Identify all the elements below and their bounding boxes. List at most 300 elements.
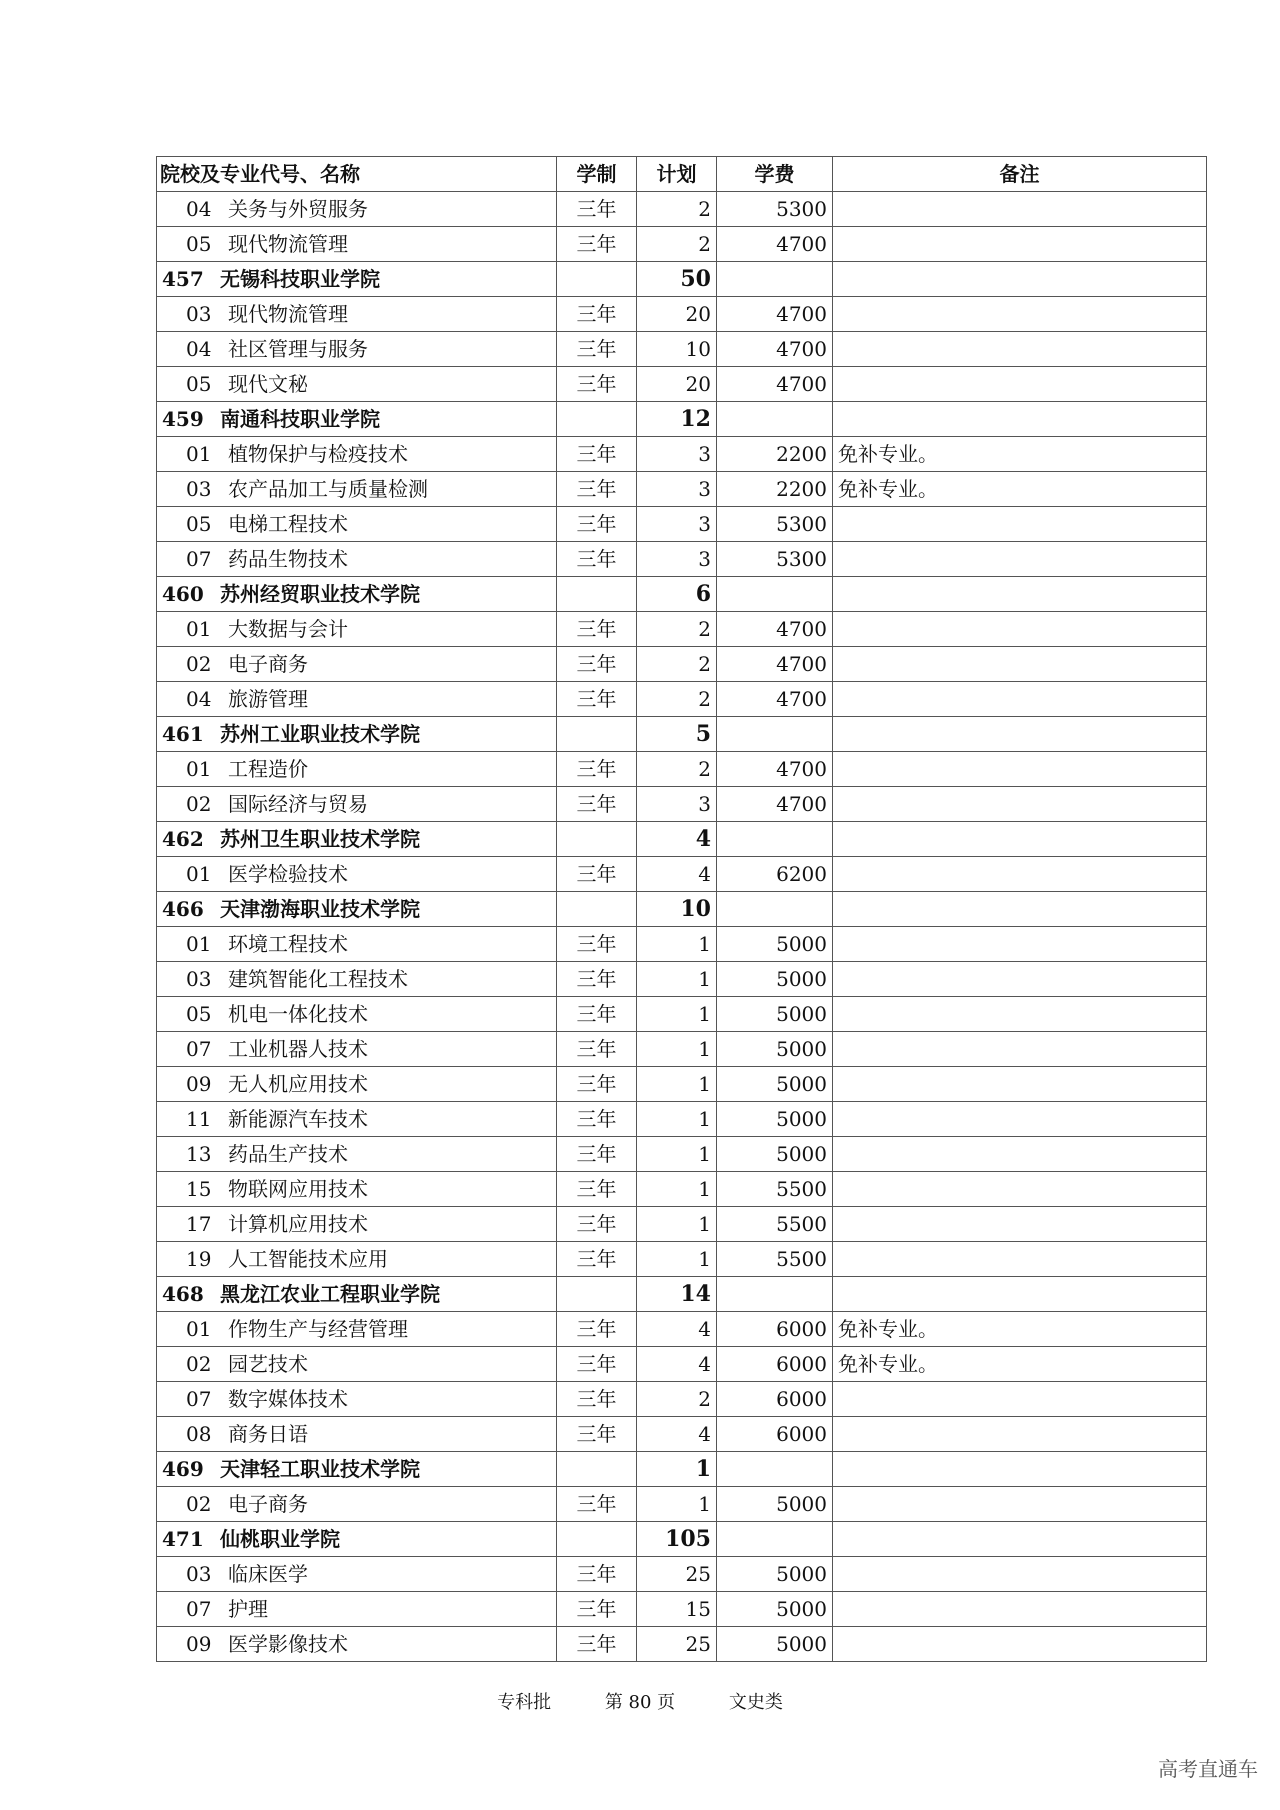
- major-row: [157, 1627, 1207, 1662]
- major-name: 旅游管理: [228, 687, 308, 711]
- duration-cell: 三年: [557, 997, 637, 1032]
- fee-cell: 5000: [717, 1067, 833, 1102]
- plan-cell: 25: [637, 1557, 717, 1592]
- duration-cell: 三年: [557, 332, 637, 367]
- fee-cell: 5500: [717, 1207, 833, 1242]
- major-row: [157, 1242, 1207, 1277]
- name-cell: [157, 1137, 557, 1172]
- fee-cell: 5000: [717, 1627, 833, 1662]
- fee-cell: 4700: [717, 682, 833, 717]
- major-code: 09: [186, 1632, 212, 1656]
- name-cell: [157, 402, 557, 437]
- plan-cell: 1: [637, 1102, 717, 1137]
- duration-cell: 三年: [557, 1067, 637, 1102]
- major-row: [157, 472, 1207, 507]
- note-cell: [833, 1172, 1207, 1207]
- school-row: [157, 892, 1207, 927]
- note-cell: [833, 1067, 1207, 1102]
- school-name: 苏州卫生职业技术学院: [220, 827, 420, 851]
- plan-cell: 1: [637, 997, 717, 1032]
- plan-cell: 1: [637, 1487, 717, 1522]
- plan-cell: 4: [637, 857, 717, 892]
- note-cell: [833, 1207, 1207, 1242]
- school-row: [157, 1277, 1207, 1312]
- duration-cell: [557, 402, 637, 437]
- fee-cell: 5000: [717, 997, 833, 1032]
- table-header-row: [157, 157, 1207, 192]
- footer-batch: 专科批: [497, 1692, 552, 1713]
- header-duration: 学制: [557, 157, 637, 192]
- major-row: [157, 227, 1207, 262]
- school-name: 无锡科技职业学院: [220, 267, 380, 291]
- fee-cell: 4700: [717, 297, 833, 332]
- name-cell: [157, 647, 557, 682]
- major-name: 药品生物技术: [228, 547, 348, 571]
- fee-cell: 5000: [717, 1102, 833, 1137]
- major-row: [157, 752, 1207, 787]
- name-cell: [157, 1067, 557, 1102]
- plan-cell: 1: [637, 962, 717, 997]
- major-name: 建筑智能化工程技术: [228, 967, 408, 991]
- major-row: [157, 1067, 1207, 1102]
- fee-cell: 4700: [717, 787, 833, 822]
- major-row: [157, 542, 1207, 577]
- note-cell: [833, 1242, 1207, 1277]
- plan-cell: 2: [637, 1382, 717, 1417]
- name-cell: [157, 717, 557, 752]
- fee-cell: 5000: [717, 1557, 833, 1592]
- name-cell: [157, 1487, 557, 1522]
- major-name: 工业机器人技术: [228, 1037, 368, 1061]
- plan-cell: 2: [637, 752, 717, 787]
- major-code: 01: [186, 757, 212, 781]
- major-row: [157, 787, 1207, 822]
- duration-cell: 三年: [557, 787, 637, 822]
- plan-cell: 2: [637, 192, 717, 227]
- header-name: 院校及专业代号、名称: [157, 157, 557, 192]
- note-cell: [833, 1102, 1207, 1137]
- fee-cell: 5000: [717, 1137, 833, 1172]
- major-code: 07: [186, 1597, 212, 1621]
- plan-cell: 3: [637, 507, 717, 542]
- name-cell: [157, 822, 557, 857]
- name-cell: [157, 612, 557, 647]
- duration-cell: 三年: [557, 367, 637, 402]
- duration-cell: [557, 1277, 637, 1312]
- major-row: [157, 1207, 1207, 1242]
- duration-cell: 三年: [557, 1102, 637, 1137]
- fee-cell: 5300: [717, 192, 833, 227]
- plan-cell: 4: [637, 1312, 717, 1347]
- fee-cell: 6000: [717, 1417, 833, 1452]
- duration-cell: 三年: [557, 1172, 637, 1207]
- fee-cell: 5000: [717, 962, 833, 997]
- school-code: 471: [162, 1527, 204, 1551]
- note-cell: [833, 1417, 1207, 1452]
- note-cell: [833, 752, 1207, 787]
- major-code: 01: [186, 442, 212, 466]
- name-cell: [157, 1312, 557, 1347]
- major-name: 药品生产技术: [228, 1142, 348, 1166]
- plan-cell: 2: [637, 612, 717, 647]
- fee-cell: 5300: [717, 542, 833, 577]
- major-code: 15: [186, 1177, 212, 1201]
- plan-cell: 20: [637, 297, 717, 332]
- major-code: 01: [186, 862, 212, 886]
- duration-cell: 三年: [557, 1207, 637, 1242]
- school-code: 459: [162, 407, 204, 431]
- major-code: 01: [186, 617, 212, 641]
- name-cell: [157, 962, 557, 997]
- school-row: [157, 822, 1207, 857]
- plan-cell: 20: [637, 367, 717, 402]
- note-cell: [833, 507, 1207, 542]
- school-row: [157, 1452, 1207, 1487]
- major-name: 人工智能技术应用: [228, 1247, 388, 1271]
- major-name: 现代文秘: [228, 372, 308, 396]
- duration-cell: [557, 822, 637, 857]
- plan-cell: 6: [637, 577, 717, 612]
- duration-cell: 三年: [557, 682, 637, 717]
- major-name: 数字媒体技术: [228, 1387, 348, 1411]
- table-body: [157, 192, 1207, 1662]
- plan-cell: 3: [637, 787, 717, 822]
- plan-cell: 3: [637, 437, 717, 472]
- major-name: 植物保护与检疫技术: [228, 442, 408, 466]
- major-row: [157, 927, 1207, 962]
- major-row: [157, 857, 1207, 892]
- note-cell: [833, 262, 1207, 297]
- major-row: [157, 1137, 1207, 1172]
- major-name: 电梯工程技术: [228, 512, 348, 536]
- major-code: 05: [186, 512, 212, 536]
- duration-cell: 三年: [557, 1487, 637, 1522]
- duration-cell: [557, 892, 637, 927]
- name-cell: [157, 1522, 557, 1557]
- name-cell: [157, 1592, 557, 1627]
- fee-cell: [717, 1277, 833, 1312]
- major-code: 01: [186, 932, 212, 956]
- major-row: [157, 367, 1207, 402]
- major-code: 02: [186, 792, 212, 816]
- plan-cell: 1: [637, 1452, 717, 1487]
- major-name: 现代物流管理: [228, 302, 348, 326]
- name-cell: [157, 752, 557, 787]
- major-code: 03: [186, 967, 212, 991]
- duration-cell: [557, 577, 637, 612]
- fee-cell: 2200: [717, 472, 833, 507]
- major-name: 医学影像技术: [228, 1632, 348, 1656]
- fee-cell: 5500: [717, 1172, 833, 1207]
- major-name: 大数据与会计: [228, 617, 348, 641]
- plan-cell: 1: [637, 1242, 717, 1277]
- name-cell: [157, 1172, 557, 1207]
- note-cell: [833, 1452, 1207, 1487]
- name-cell: [157, 1382, 557, 1417]
- school-row: [157, 577, 1207, 612]
- duration-cell: 三年: [557, 962, 637, 997]
- admission-plan-table: [156, 156, 1207, 1662]
- major-name: 作物生产与经营管理: [228, 1317, 408, 1341]
- school-row: [157, 1522, 1207, 1557]
- major-name: 电子商务: [228, 652, 308, 676]
- major-code: 02: [186, 652, 212, 676]
- name-cell: [157, 682, 557, 717]
- school-row: [157, 717, 1207, 752]
- major-code: 05: [186, 372, 212, 396]
- note-cell: [833, 682, 1207, 717]
- major-code: 04: [186, 197, 212, 221]
- plan-cell: 4: [637, 822, 717, 857]
- plan-cell: 1: [637, 1207, 717, 1242]
- duration-cell: 三年: [557, 1137, 637, 1172]
- note-cell: [833, 227, 1207, 262]
- major-name: 新能源汽车技术: [228, 1107, 368, 1131]
- major-name: 商务日语: [228, 1422, 308, 1446]
- school-name: 天津渤海职业技术学院: [220, 897, 420, 921]
- note-cell: [833, 1487, 1207, 1522]
- duration-cell: [557, 717, 637, 752]
- major-row: [157, 1382, 1207, 1417]
- note-cell: [833, 332, 1207, 367]
- plan-cell: 15: [637, 1592, 717, 1627]
- header-fee: 学费: [717, 157, 833, 192]
- fee-cell: 4700: [717, 647, 833, 682]
- note-cell: [833, 542, 1207, 577]
- duration-cell: 三年: [557, 857, 637, 892]
- note-cell: [833, 962, 1207, 997]
- major-row: [157, 997, 1207, 1032]
- plan-cell: 1: [637, 1067, 717, 1102]
- duration-cell: 三年: [557, 1627, 637, 1662]
- major-code: 09: [186, 1072, 212, 1096]
- major-name: 农产品加工与质量检测: [228, 477, 428, 501]
- school-row: [157, 262, 1207, 297]
- major-row: [157, 1172, 1207, 1207]
- plan-cell: 2: [637, 682, 717, 717]
- note-cell: 免补专业。: [833, 1312, 1207, 1347]
- major-code: 17: [186, 1212, 212, 1236]
- fee-cell: 4700: [717, 332, 833, 367]
- fee-cell: 5000: [717, 927, 833, 962]
- name-cell: [157, 227, 557, 262]
- note-cell: [833, 612, 1207, 647]
- major-code: 03: [186, 1562, 212, 1586]
- major-row: [157, 647, 1207, 682]
- duration-cell: 三年: [557, 1592, 637, 1627]
- name-cell: [157, 332, 557, 367]
- note-cell: [833, 717, 1207, 752]
- major-name: 现代物流管理: [228, 232, 348, 256]
- note-cell: [833, 927, 1207, 962]
- major-name: 医学检验技术: [228, 862, 348, 886]
- plan-cell: 2: [637, 227, 717, 262]
- school-name: 天津轻工职业技术学院: [220, 1457, 420, 1481]
- duration-cell: 三年: [557, 1032, 637, 1067]
- fee-cell: [717, 402, 833, 437]
- name-cell: [157, 1207, 557, 1242]
- plan-cell: 105: [637, 1522, 717, 1557]
- fee-cell: 4700: [717, 752, 833, 787]
- major-name: 电子商务: [228, 1492, 308, 1516]
- note-cell: 免补专业。: [833, 1347, 1207, 1382]
- major-code: 08: [186, 1422, 212, 1446]
- major-name: 国际经济与贸易: [228, 792, 368, 816]
- school-name: 黑龙江农业工程职业学院: [220, 1282, 440, 1306]
- duration-cell: 三年: [557, 612, 637, 647]
- plan-cell: 1: [637, 1032, 717, 1067]
- fee-cell: [717, 1522, 833, 1557]
- major-code: 02: [186, 1352, 212, 1376]
- name-cell: [157, 262, 557, 297]
- plan-cell: 10: [637, 332, 717, 367]
- fee-cell: 5500: [717, 1242, 833, 1277]
- duration-cell: 三年: [557, 1312, 637, 1347]
- major-row: [157, 332, 1207, 367]
- note-cell: [833, 857, 1207, 892]
- duration-cell: 三年: [557, 507, 637, 542]
- school-name: 仙桃职业学院: [220, 1527, 340, 1551]
- fee-cell: [717, 577, 833, 612]
- fee-cell: 4700: [717, 227, 833, 262]
- name-cell: [157, 437, 557, 472]
- major-name: 无人机应用技术: [228, 1072, 368, 1096]
- major-name: 物联网应用技术: [228, 1177, 368, 1201]
- major-row: [157, 1592, 1207, 1627]
- school-code: 466: [162, 897, 204, 921]
- duration-cell: 三年: [557, 297, 637, 332]
- note-cell: [833, 892, 1207, 927]
- duration-cell: 三年: [557, 192, 637, 227]
- school-code: 462: [162, 827, 204, 851]
- duration-cell: 三年: [557, 1382, 637, 1417]
- major-code: 07: [186, 547, 212, 571]
- major-row: [157, 682, 1207, 717]
- major-code: 03: [186, 477, 212, 501]
- major-code: 05: [186, 232, 212, 256]
- note-cell: [833, 1277, 1207, 1312]
- fee-cell: [717, 262, 833, 297]
- plan-cell: 25: [637, 1627, 717, 1662]
- note-cell: [833, 1522, 1207, 1557]
- school-name: 南通科技职业学院: [220, 407, 380, 431]
- major-code: 01: [186, 1317, 212, 1341]
- fee-cell: 6000: [717, 1312, 833, 1347]
- major-name: 社区管理与服务: [228, 337, 368, 361]
- major-code: 04: [186, 337, 212, 361]
- major-name: 园艺技术: [228, 1352, 308, 1376]
- duration-cell: 三年: [557, 927, 637, 962]
- major-row: [157, 1032, 1207, 1067]
- note-cell: [833, 577, 1207, 612]
- note-cell: [833, 192, 1207, 227]
- school-name: 苏州经贸职业技术学院: [220, 582, 420, 606]
- name-cell: [157, 472, 557, 507]
- fee-cell: 6000: [717, 1347, 833, 1382]
- major-row: [157, 1487, 1207, 1522]
- name-cell: [157, 1102, 557, 1137]
- header-plan: 计划: [637, 157, 717, 192]
- duration-cell: 三年: [557, 752, 637, 787]
- major-row: [157, 1557, 1207, 1592]
- major-name: 关务与外贸服务: [228, 197, 368, 221]
- major-name: 临床医学: [228, 1562, 308, 1586]
- school-code: 469: [162, 1457, 204, 1481]
- duration-cell: 三年: [557, 1242, 637, 1277]
- school-row: [157, 402, 1207, 437]
- note-cell: [833, 1032, 1207, 1067]
- major-row: [157, 1312, 1207, 1347]
- fee-cell: 4700: [717, 367, 833, 402]
- major-row: [157, 507, 1207, 542]
- fee-cell: 5000: [717, 1487, 833, 1522]
- name-cell: [157, 542, 557, 577]
- name-cell: [157, 1627, 557, 1662]
- plan-cell: 12: [637, 402, 717, 437]
- footer-page-number: 第 80 页: [604, 1692, 676, 1713]
- major-name: 环境工程技术: [228, 932, 348, 956]
- name-cell: [157, 997, 557, 1032]
- duration-cell: 三年: [557, 1417, 637, 1452]
- major-row: [157, 1417, 1207, 1452]
- plan-cell: 1: [637, 1137, 717, 1172]
- note-cell: [833, 1557, 1207, 1592]
- note-cell: [833, 297, 1207, 332]
- plan-cell: 5: [637, 717, 717, 752]
- duration-cell: 三年: [557, 227, 637, 262]
- plan-cell: 1: [637, 1172, 717, 1207]
- fee-cell: [717, 1452, 833, 1487]
- fee-cell: 4700: [717, 612, 833, 647]
- major-code: 11: [186, 1107, 212, 1131]
- name-cell: [157, 1347, 557, 1382]
- name-cell: [157, 297, 557, 332]
- note-cell: [833, 1592, 1207, 1627]
- plan-cell: 4: [637, 1417, 717, 1452]
- major-row: [157, 962, 1207, 997]
- fee-cell: 6000: [717, 1382, 833, 1417]
- name-cell: [157, 1417, 557, 1452]
- note-cell: [833, 367, 1207, 402]
- name-cell: [157, 192, 557, 227]
- major-row: [157, 1102, 1207, 1137]
- major-code: 05: [186, 1002, 212, 1026]
- plan-cell: 3: [637, 542, 717, 577]
- name-cell: [157, 1557, 557, 1592]
- fee-cell: 5300: [717, 507, 833, 542]
- plan-cell: 50: [637, 262, 717, 297]
- school-code: 468: [162, 1282, 204, 1306]
- name-cell: [157, 1452, 557, 1487]
- name-cell: [157, 787, 557, 822]
- plan-cell: 14: [637, 1277, 717, 1312]
- major-code: 13: [186, 1142, 212, 1166]
- major-name: 机电一体化技术: [228, 1002, 368, 1026]
- plan-cell: 3: [637, 472, 717, 507]
- duration-cell: [557, 1522, 637, 1557]
- fee-cell: 5000: [717, 1032, 833, 1067]
- fee-cell: [717, 822, 833, 857]
- header-note: 备注: [833, 157, 1207, 192]
- school-code: 460: [162, 582, 204, 606]
- duration-cell: 三年: [557, 647, 637, 682]
- note-cell: [833, 1382, 1207, 1417]
- major-code: 07: [186, 1387, 212, 1411]
- major-code: 02: [186, 1492, 212, 1516]
- fee-cell: 6200: [717, 857, 833, 892]
- fee-cell: [717, 717, 833, 752]
- duration-cell: 三年: [557, 437, 637, 472]
